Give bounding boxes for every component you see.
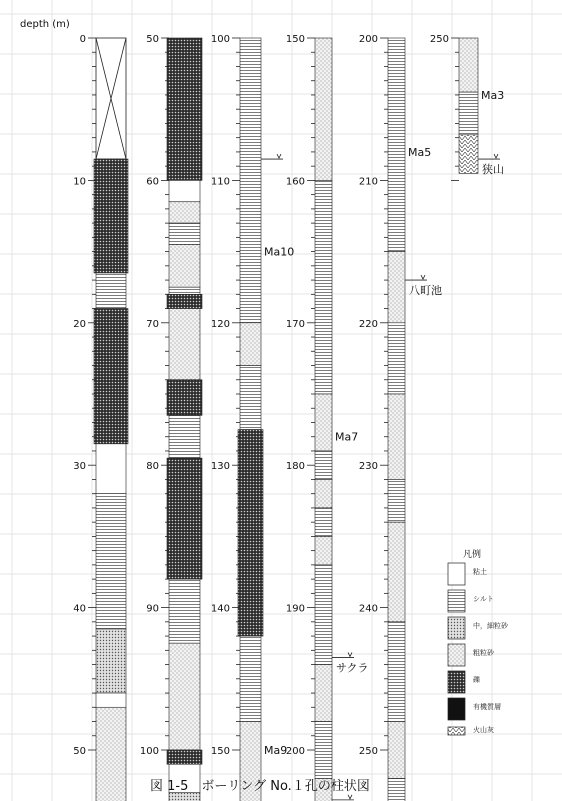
layer-fine — [96, 707, 126, 801]
legend-label: 有機質層 — [473, 703, 501, 711]
layer-clay — [96, 444, 126, 494]
layer-gravel — [167, 294, 202, 308]
layer-silt — [459, 92, 478, 135]
figure-caption: 図 1-5 ボーリング No.１孔の柱状図 — [150, 779, 370, 794]
layer-silt — [240, 38, 261, 323]
depth-tick-label: 190 — [285, 603, 305, 615]
borehole-column-6 — [430, 34, 478, 180]
depth-axis-label: depth (m) — [20, 19, 70, 30]
layer-fine — [315, 665, 332, 722]
depth-tick-label: 100 — [139, 746, 159, 757]
depth-tick-label: 80 — [146, 461, 159, 473]
legend-label: 粘土 — [473, 568, 487, 576]
legend-swatch — [448, 727, 465, 735]
layer-fine — [459, 38, 478, 92]
marine-clay-unit-label: Ma9 — [264, 744, 288, 757]
marker-arrow-icon — [277, 154, 281, 158]
borehole-column-4 — [286, 34, 334, 801]
layer-fine — [388, 722, 405, 779]
layer-fine — [169, 309, 200, 380]
depth-tick-label: 200 — [358, 34, 378, 45]
depth-tick-label: 90 — [146, 603, 159, 615]
layer-silt — [315, 451, 332, 479]
legend-title: 凡例 — [463, 550, 482, 560]
tephra-marker — [332, 795, 354, 800]
tephra-name-label: 八町池 — [409, 284, 442, 298]
depth-tick-label: 100 — [210, 34, 230, 45]
layer-fine — [315, 479, 332, 507]
legend-label: 中，細粒砂 — [473, 622, 508, 630]
layer-fine — [315, 536, 332, 564]
layer-silt — [388, 778, 405, 801]
layer-clay — [96, 693, 126, 707]
tephra-marker — [261, 154, 283, 159]
marker-arrow-icon — [421, 275, 425, 279]
depth-tick-label: 150 — [285, 34, 305, 45]
depth-tick-label: 220 — [358, 318, 378, 330]
layer-silt — [315, 565, 332, 665]
layer-silt — [240, 636, 261, 721]
depth-tick-label: 210 — [358, 176, 378, 188]
legend-item-fine — [448, 644, 495, 666]
depth-tick-label: 110 — [210, 176, 230, 188]
layer-silt — [388, 38, 405, 252]
layer-fine — [388, 394, 405, 479]
layer-medium — [96, 629, 126, 693]
layer-gravel — [167, 750, 202, 764]
layer-silt — [96, 494, 126, 629]
layer-silt — [169, 223, 200, 244]
layer-silt — [169, 287, 200, 294]
depth-tick-label: 20 — [73, 318, 86, 330]
borehole-column-1 — [73, 34, 128, 801]
legend-swatch — [448, 671, 465, 693]
depth-tick-label: 240 — [358, 603, 378, 615]
marine-clay-unit-label: Ma10 — [264, 245, 295, 259]
tephra-marker — [332, 652, 369, 674]
tephra-name-label: 狭山 — [482, 163, 504, 177]
layer-fine — [388, 252, 405, 323]
layer-fine — [169, 244, 200, 287]
layer-silt — [96, 273, 126, 309]
layer-gravel — [94, 309, 128, 444]
layer-ash — [459, 135, 478, 173]
depth-tick-label: 160 — [285, 176, 305, 188]
layer-fine — [388, 522, 405, 622]
legend-item-silt — [448, 590, 494, 612]
marine-clay-unit-label: Ma3 — [481, 88, 505, 102]
legend-item-medium — [448, 617, 509, 639]
layer-fine — [169, 202, 200, 223]
legend-swatch — [448, 698, 465, 720]
depth-tick-label: 230 — [358, 461, 378, 473]
layer-silt — [388, 622, 405, 722]
marker-arrow-icon — [348, 795, 352, 799]
layer-silt — [388, 323, 405, 394]
legend-label: 粗粒砂 — [473, 649, 494, 657]
depth-tick-label: 150 — [210, 746, 230, 757]
depth-tick-label: 70 — [146, 318, 159, 330]
legend-label: シルト — [473, 595, 494, 603]
depth-tick-label: 50 — [146, 34, 159, 45]
layer-silt — [315, 180, 332, 394]
marine-clay-unit-label: Ma5 — [408, 145, 432, 159]
legend-swatch — [448, 644, 465, 666]
legend-label: 火山灰 — [473, 726, 494, 734]
layer-clay — [169, 180, 200, 201]
depth-tick-label: 250 — [429, 34, 449, 45]
depth-tick-label: 250 — [358, 746, 378, 757]
layer-silt — [169, 415, 200, 458]
layer-gravel — [167, 38, 202, 180]
layer-gravel — [167, 380, 202, 416]
tephra-marker — [478, 154, 504, 176]
depth-tick-label: 10 — [73, 176, 86, 188]
layer-fine — [315, 394, 332, 451]
depth-tick-label: 120 — [210, 318, 230, 330]
layer-silt — [388, 479, 405, 522]
layer-fine — [315, 38, 332, 180]
tephra-marker — [405, 275, 442, 297]
depth-tick-label: 180 — [285, 461, 305, 473]
depth-tick-label: 60 — [146, 176, 159, 188]
borehole-column-3 — [211, 34, 263, 801]
layer-fine — [240, 323, 261, 366]
legend-label: 礫 — [473, 676, 480, 684]
borehole-column-2 — [140, 34, 202, 801]
depth-tick-label: 30 — [73, 461, 86, 473]
borehole-column-5 — [359, 34, 405, 801]
layer-silt — [169, 579, 200, 643]
depth-tick-label: 130 — [210, 461, 230, 473]
depth-tick-label: 140 — [210, 603, 230, 615]
layer-gravel — [238, 430, 263, 636]
layer-fine — [169, 643, 200, 750]
layer-silt — [315, 508, 332, 536]
layer-silt — [315, 722, 332, 779]
layer-silt — [240, 366, 261, 430]
legend-swatch — [448, 563, 465, 585]
marine-clay-unit-label: Ma7 — [335, 430, 359, 444]
layer-gravel — [167, 458, 202, 579]
legend-item-organic — [448, 698, 501, 720]
depth-tick-label: 0 — [79, 34, 86, 45]
depth-tick-label: 170 — [285, 318, 305, 330]
depth-tick-label: 50 — [73, 746, 86, 757]
depth-tick-label: 40 — [73, 603, 86, 615]
tephra-markers — [261, 154, 504, 801]
marker-arrow-icon — [494, 154, 498, 158]
depth-tick-label: 200 — [285, 746, 305, 757]
legend-swatch — [448, 617, 465, 639]
tephra-name-label: サクラ — [336, 661, 369, 675]
legend — [448, 548, 509, 735]
legend-item-gravel — [448, 671, 480, 693]
legend-swatch — [448, 590, 465, 612]
layer-gravel — [94, 159, 128, 273]
